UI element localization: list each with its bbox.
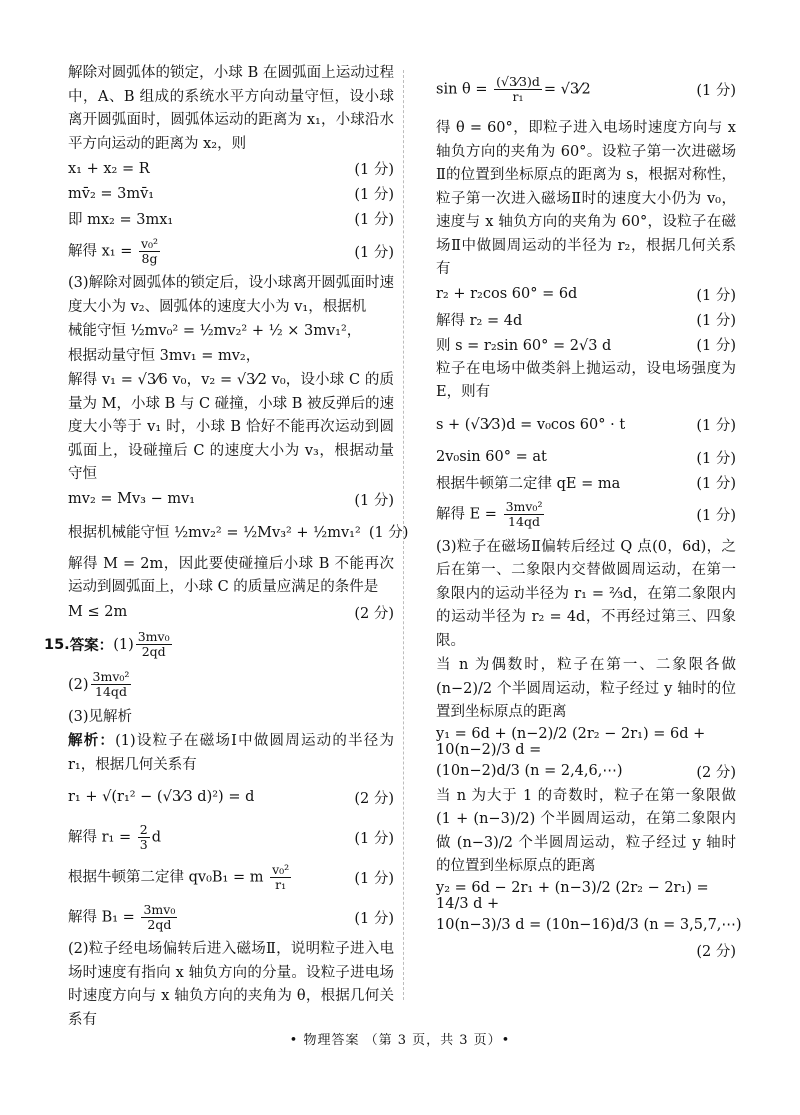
answer-row: 15. 答案： (1) $\frac{\text{3mv₀}}{2qd}$ [44,629,170,659]
equation-row: y₁ = 6d + (n−2)/2 (2r₂ − 2r₁) = 6d + 10(n−2)/3 d = [436,725,706,758]
equation-row: M ≤ 2m (2 分) [68,604,394,622]
fraction: $\frac{(√3⁄3)d}{\text{r₁}}$ [496,73,540,104]
paragraph: 当 n 为偶数时，粒子在第一、二象限各做 (n−2)/2 个半圆周运动，粒子经过 y 轴时的位置到坐标原点的距离 [436,657,736,720]
equation-row: 则 s = r₂sin 60° = 2√3 d (1 分) [436,337,736,354]
equation-row: r₂ + r₂cos 60° = 6d (1 分) [436,286,736,304]
fraction: $\frac{\text{3mv₀}}{2qd}$ [143,901,176,932]
equation-row: 10(n−3)/3 d = (10n−16)d/3 (n = 3,5,7,⋯) [436,917,742,933]
paragraph: 得 θ = 60°，即粒子进入电场时速度方向与 x 轴负方向的夹角为 60°。设粒子第一次进磁场Ⅱ的位置到坐标原点的距离为 s，根据对称性，粒子第一次进入磁场Ⅱ时的速度大小仍为 v₀，速度与 x 轴负方向的夹角为 60°，设粒子在磁场Ⅱ中做圆周运动的半径为 r₂，根据几何关系有 [436,120,736,277]
fraction: $\frac{\text{v₀²}}{8g}$ [140,235,159,266]
equation-row: 根据牛顿第二定律 qE = ma (1 分) [436,475,736,492]
paragraph: 粒子在电场中做类斜上抛运动，设电场强度为 E，则有 [436,360,736,400]
paragraph: (3)解除对圆弧体的锁定后，设小球离开圆弧面时速度大小为 v₂、圆弧体的速度大小为 v₁，根据机 [68,275,394,315]
equation-row: 2v₀sin 60° = at (1 分) [436,449,736,467]
paragraph: 解除对圆弧体的锁定，小球 B 在圆弧面上运动过程中，A、B 组成的系统水平方向动量守恒，设小球离开圆弧面时，圆弧体运动的距离为 x₁，小球沿水平方向运动的距离为 x₂，则 [68,65,394,152]
equation-row: 根据机械能守恒 ½mv₂² = ½Mv₃² + ½mv₁² (1 分) [68,525,409,541]
equation-row: 解得 r₂ = 4d (1 分) [436,312,736,329]
paragraph: 解得 M = 2m，因此要使碰撞后小球 B 不能再次运动到圆弧面上，小球 C 的质量应满足的条件是 [68,555,394,595]
paragraph: 根据动量守恒 3mv₁ = mv₂， [68,347,261,364]
paragraph: 解得 v₁ = √3⁄6 v₀，v₂ = √3⁄2 v₀，设小球 C 的质量为 M，小球 B 与 C 碰撞，小球 B 被反弹后的速度大小等于 v₁ 时，小球 B 恰好不能再次运动到圆弧面上，设碰撞后 C 的速度大小为 v₃，根据动量守恒 [68,372,395,482]
answer-label: 答案： [69,638,114,654]
equation-row: 即 mx₂ = 3mx₁ (1 分) [68,212,394,228]
page-footer: • 物理答案 （第 3 页，共 3 页）• [289,1033,511,1048]
equation-row: sin θ = $\frac{(√3⁄3)d}{\text{r₁}}$ = √3⁄2 (1 分) [436,73,736,104]
paragraph: 当 n 为大于 1 的奇数时，粒子在第一象限做 (1 + (n−3)/2) 个半圆周运动，在第二象限内做 (n−3)/2 个半圆周运动，粒子经过 y 轴时的位置到坐标原点的距离 [436,787,736,874]
paragraph: 械能守恒 ½mv₀² = ½mv₂² + ½ × 3mv₁²， [68,323,362,339]
question-number: 15. [44,636,70,653]
equation-row: 解得 E = $\frac{\text{3mv₀²}}{14qd}$ (1 分) [436,499,736,529]
equation-row: 根据牛顿第二定律 qv₀B₁ = m $\frac{\text{v₀²}}{\text{r₁}}$ (1 分) [68,861,394,892]
equation-row: y₂ = 6d − 2r₁ + (n−3)/2 (2r₂ − 2r₁) = 14/3 d + [436,879,709,912]
equation-row: 解得 B₁ = $\frac{\text{3mv₀}}{2qd}$ (1 分) [68,901,394,932]
answer-row: (2) $\frac{\text{3mv₀²}}{14qd}$ [68,669,130,699]
equation-row: (2 分) [696,943,736,960]
fraction: $\frac{\text{3mv₀}}{2qd}$ [137,629,170,659]
equation-row: 解得 x₁ = $\frac{\text{v₀²}}{8g}$ (1 分) [68,235,394,266]
fraction: $\frac{2}{3}$ [139,821,148,852]
equation-row: mv̄₂ = 3mv̄₁ (1 分) [68,185,394,203]
equation-row: mv₂ = Mv₃ − mv₁ (1 分) [68,491,394,509]
fraction: $\frac{\text{3mv₀²}}{14qd}$ [505,499,543,529]
paragraph: (2)粒子经电场偏转后进入磁场Ⅱ，说明粒子进入电场时速度有指向 x 轴负方向的分量。设粒子进电场时速度方向与 x 轴负方向的夹角为 θ，根据几何关系有 [68,941,394,1028]
equation-row: 解得 r₁ = $\frac{2}{3}$ d (1 分) [68,821,394,852]
fraction: $\frac{\text{3mv₀²}}{14qd}$ [92,669,130,699]
equation-row: x₁ + x₂ = R (1 分) [68,160,394,178]
left-column [44,62,409,1033]
equation-row: s + (√3⁄3)d = v₀cos 60° · t (1 分) [436,416,736,434]
paragraph: 解析：(1)设粒子在磁场Ⅰ中做圆周运动的半径为 r₁，根据几何关系有 [68,733,395,773]
right-column [436,62,742,964]
fraction: $\frac{\text{v₀²}}{\text{r₁}}$ [272,861,290,892]
analysis-label: 解析： [68,733,116,749]
equation-row: r₁ + √(r₁² − (√3⁄3 d)²) = d (2 分) [68,789,394,807]
equation-row: (10n−2)d/3 (n = 2,4,6,⋯) (2 分) [436,763,736,781]
paragraph: (3)粒子在磁场Ⅱ偏转后经过 Q 点(0，6d)，之后在第一、二象限内交替做圆周运动，在第一象限内的运动半径为 r₁ = ⅔d，在第二象限内的运动半径为 r₂ = 4d，不再经过第三、四象限。 [436,538,736,649]
paragraph: (3)见解析 [68,708,133,725]
